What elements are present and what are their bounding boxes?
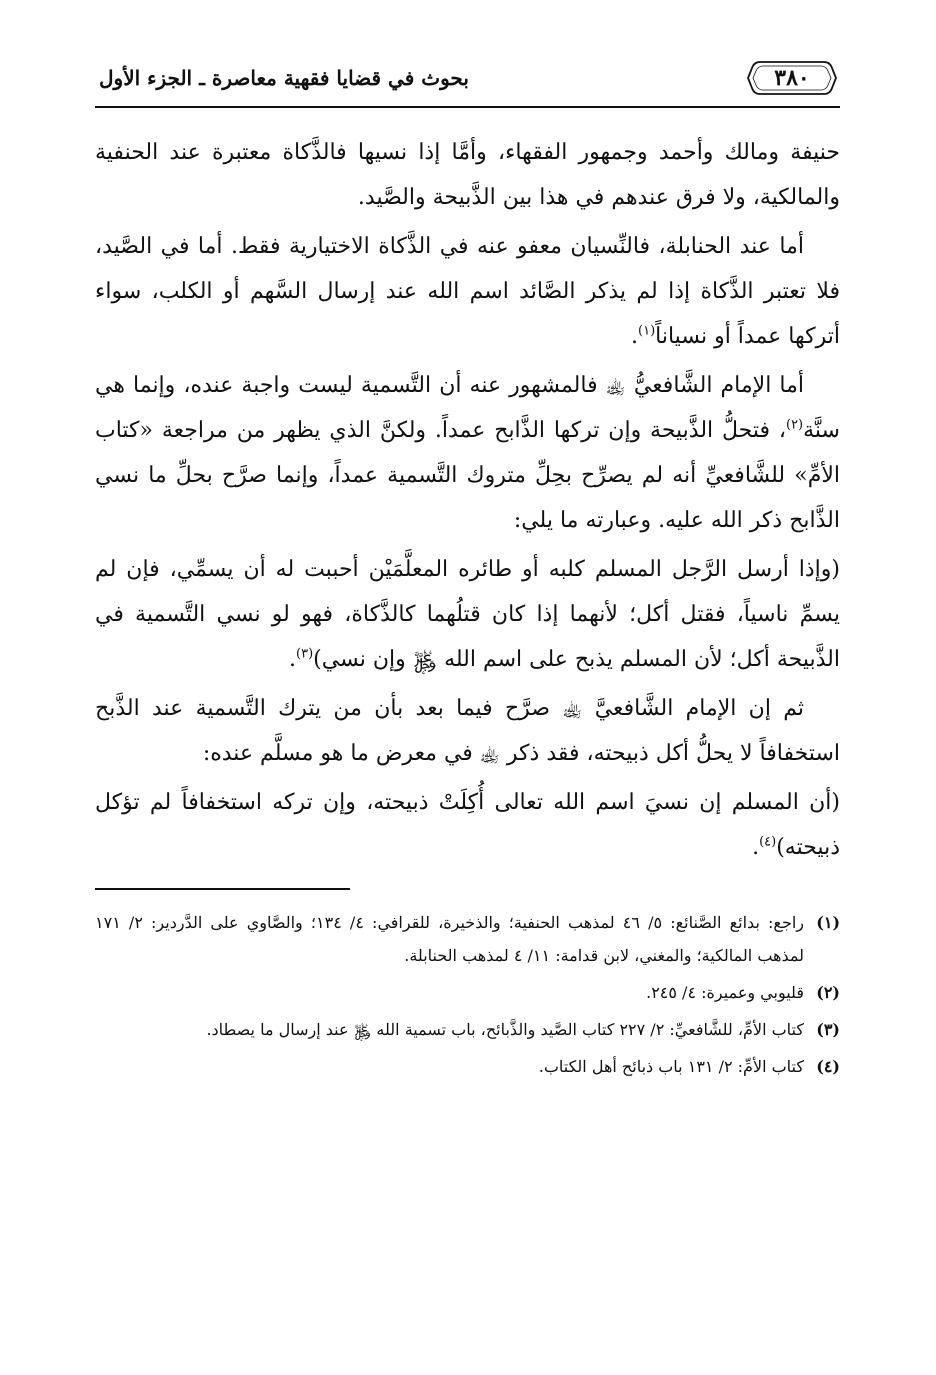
book-page	[95, 50, 840, 1350]
page-header	[95, 50, 840, 108]
footnote-separator	[95, 888, 350, 890]
page-number-badge	[746, 59, 838, 97]
paragraph-3: أما الإمام الشَّافعيُّ ﵀ فالمشهور عنه أن التَّسمية ليست واجبة عنده، وإنما هي سنَّة$^{(٢)}$، فتحلُّ الذَّبيحة وإن تركها الذَّابح عمداً. ولكنَّ الذي يظهر من مراجعة «كتاب الأمِّ» للشَّافعيِّ أنه لم يصرِّح بحِلِّ متروك التَّسمية عمداً، وإنما صرَّح بحلِّ ما نسي الذَّابح ذكر الله عليه. وعبارته ما يلي:	[95, 373, 840, 533]
running-title: بحوث في قضايا فقهية معاصرة ـ الجزء الأول	[99, 66, 469, 90]
paragraph-1: حنيفة ومالك وأحمد وجمهور الفقهاء، وأمَّا إذا نسيها فالذَّكاة معتبرة عند الحنفية والمالكية، ولا فرق عندهم في هذا بين الذَّبيحة والصَّيد.	[95, 140, 840, 210]
footnote-ref-2: (٢)	[785, 417, 804, 433]
footnote-ref-4: (٤)	[759, 834, 777, 850]
footnote-number: (٤)	[816, 1057, 840, 1076]
quotation-2: (أن المسلم إن نسيَ اسم الله تعالى أُكِلَتْ ذبيحته، وإن تركه استخفافاً لم تؤكل ذبيحته)$^{(٤)}$.	[95, 790, 840, 860]
footnote-2: (٢)قليوبي وعميرة: ٤/ ٢٤٥.	[95, 976, 840, 1009]
footnote-number: (٣)	[816, 1020, 840, 1039]
footnote-ref-1: (١)	[638, 323, 656, 339]
footnote-4: (٤)كتاب الأمِّ: ٢/ ١٣١ باب ذبائح أهل الكتاب.	[95, 1050, 840, 1083]
paragraph-5: ثم إن الإمام الشَّافعيَّ ﵀ صرَّح فيما بعد بأن من يترك التَّسمية عند الذَّبح استخفافاً لا يحلُّ أكل ذبيحته، فقد ذكر ﵀ في معرض ما هو مسلَّم عنده:	[95, 696, 840, 766]
footnote-1: (١)راجع: بدائع الصَّنائع: ٥/ ٤٦ لمذهب الحنفية؛ والذخيرة، للقرافي: ٤/ ١٣٤؛ والصَّاوي على الدَّردير: ٢/ ١٧١ لمذهب المالكية؛ والمغني، لابن قدامة: ١١/ ٤ لمذهب الحنابلة.	[95, 906, 840, 972]
paragraph-2: أما عند الحنابلة، فالنِّسيان معفو عنه في الذَّكاة الاختيارية فقط. أما في الصَّيد، فلا تعتبر الذَّكاة إذا لم يذكر الصَّائد اسم الله عند إرسال السَّهم أو الكلب، سواء أتركها عمداً أو نسياناً$^{(١)}$.	[95, 234, 840, 349]
footnote-number: (١)	[816, 913, 841, 932]
main-text	[95, 108, 840, 870]
footnote-3: (٣)كتاب الأمِّ، للشَّافعيِّ: ٢/ ٢٢٧ كتاب الصَّيد والذَّبائح، باب تسمية الله ﷿ عند إرسال ما يصطاد.	[95, 1013, 840, 1046]
quotation-1: (وإذا أرسل الرَّجل المسلم كلبه أو طائره المعلَّمَيْن أحببت له أن يسمِّي، فإن لم يسمِّ ناسياً، فقتل أكل؛ لأنهما إذا كان قتلُهما كالذَّكاة، فهو لو نسي التَّسمية في الذَّبيحة أكل؛ لأن المسلم يذبح على اسم الله ﷿ وإن نسي)$^{(٣)}$.	[95, 557, 840, 672]
footnote-ref-3: (٣)	[296, 646, 314, 662]
footnotes	[95, 906, 840, 1083]
footnote-number: (٢)	[816, 983, 840, 1002]
page-number: ٣٨٠	[774, 65, 810, 91]
